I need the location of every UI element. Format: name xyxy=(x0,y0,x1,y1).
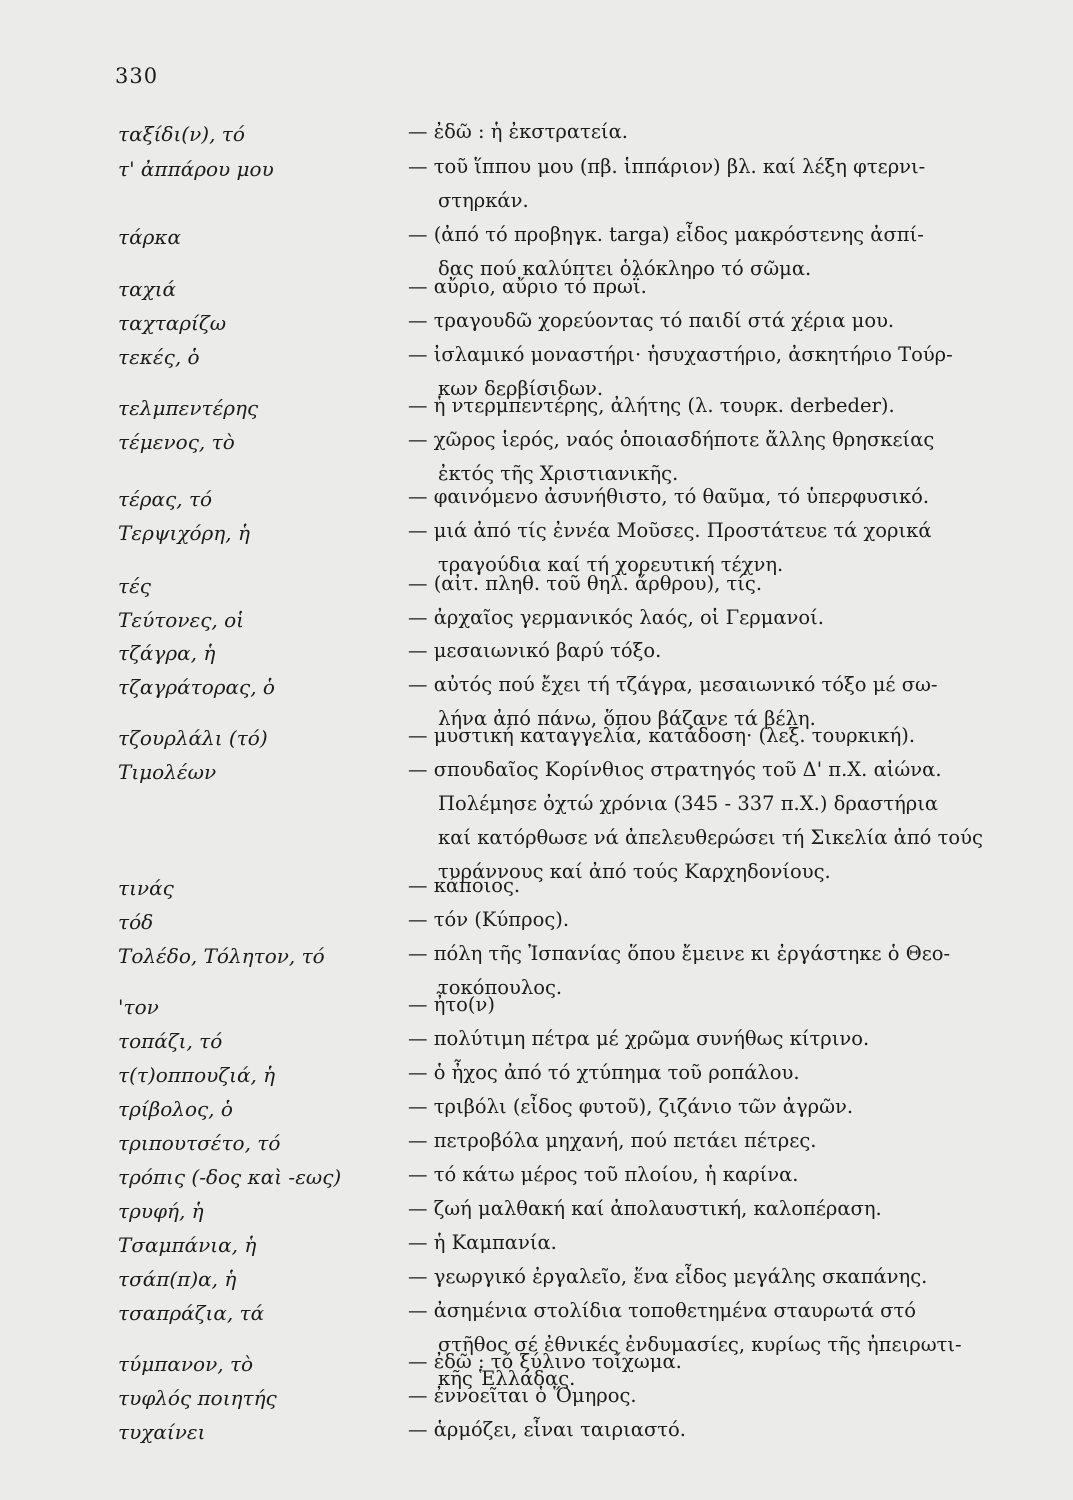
entry-term: τινάς xyxy=(118,876,174,900)
entry-definition xyxy=(408,1379,978,1413)
entry-definition xyxy=(408,601,978,635)
entry-definition xyxy=(408,719,978,753)
definition-line: — χῶρος ἱερός, ναός ὁποιασδήποτε ἄλλης θρησκείας xyxy=(408,428,935,451)
entry-term: τ(τ)οππουζιά, ἡ xyxy=(118,1063,276,1087)
definition-line: — αὔριο, αὔριο τό πρωΐ. xyxy=(408,275,647,298)
definition-line: στηρκάν. xyxy=(438,189,529,212)
definition-line: τραγούδια καί τή χορευτική τέχνη. xyxy=(438,553,784,576)
definition-line: Πολέμησε ὀχτώ χρόνια (345 - 337 π.Χ.) δραστήρια xyxy=(438,792,939,815)
entry-definition xyxy=(408,480,978,514)
entry-term: τύμπανον, τὸ xyxy=(118,1352,254,1376)
entry-term: τέμενος, τὸ xyxy=(118,430,235,454)
definition-line: — ζωή μαλθακή καί ἀπολαυστική, καλοπέραση. xyxy=(408,1197,882,1220)
definition-line: κῆς Ἑλλάδας. xyxy=(438,1367,576,1390)
entry-definition xyxy=(408,567,978,601)
definition-line: — σπουδαῖος Κορίνθιος στρατηγός τοῦ Δ' π.Χ. αἰώνα. xyxy=(408,758,942,781)
entry-term: τσαπράζια, τά xyxy=(118,1301,265,1325)
definition-line: — κάποιος. xyxy=(408,874,521,897)
entry-term: τυφλός ποιητής xyxy=(118,1386,277,1410)
entry-term: τές xyxy=(118,574,151,598)
definition-line: — ἰσλαμικό μοναστήρι· ἡσυχαστήριο, ἀσκητήριο Τούρ- xyxy=(408,343,953,366)
definition-line: — ἦτο(ν) xyxy=(408,993,495,1016)
entry-definition xyxy=(408,115,978,149)
definition-line: — ἡ ντερμπεντέρης, ἀλήτης (λ. τουρκ. derbeder). xyxy=(408,394,895,417)
entry-term: τσάπ(π)α, ἡ xyxy=(118,1267,237,1291)
definition-line: — αὐτός πού ἔχει τή τζάγρα, μεσαιωνικό τόξο μέ σω- xyxy=(408,673,938,696)
entry-definition xyxy=(408,1226,978,1260)
page-number: 330 xyxy=(115,64,159,88)
entry-definition xyxy=(408,1260,978,1294)
definition-line: — τραγουδῶ χορεύοντας τό παιδί στά χέρια μου. xyxy=(408,309,895,332)
definition-line: — ἀσημένια στολίδια τοποθετημένα σταυρωτά στό xyxy=(408,1299,916,1322)
entry-term: τεκές, ὁ xyxy=(118,345,200,369)
entry-definition xyxy=(408,270,978,304)
entry-definition xyxy=(408,1022,978,1056)
definition-line: — ἡ Καμπανία. xyxy=(408,1231,557,1254)
entry-definition xyxy=(408,304,978,338)
definition-line: — γεωργικό ἐργαλεῖο, ἕνα εἶδος μεγάλης σκαπάνης. xyxy=(408,1265,928,1288)
entry-definition xyxy=(408,1124,978,1158)
definition-line: — ὁ ἦχος ἀπό τό χτύπημα τοῦ ροπάλου. xyxy=(408,1061,800,1084)
entry-term: τριπουτσέτο, τό xyxy=(118,1131,281,1155)
entry-term: τοπάζι, τό xyxy=(118,1029,223,1053)
entry-definition xyxy=(408,1192,978,1226)
entry-term: τζουρλάλι (τό) xyxy=(118,726,268,750)
definition-line: — (ἀπό τό προβηγκ. targa) εἶδος μακρόστενης ἀσπί- xyxy=(408,223,924,246)
entry-term: τρόπις (-δος καὶ -εως) xyxy=(118,1165,342,1189)
entry-definition xyxy=(408,1090,978,1124)
entry-term: τρίβολος, ὁ xyxy=(118,1097,233,1121)
definition-line: — ἀρχαῖος γερμανικός λαός, οἱ Γερμανοί. xyxy=(408,606,824,629)
definition-line: — πετροβόλα μηχανή, πού πετάει πέτρες. xyxy=(408,1129,817,1152)
definition-line: — φαινόμενο ἀσυνήθιστο, τό θαῦμα, τό ὑπερφυσικό. xyxy=(408,485,930,508)
entry-term: τυχαίνει xyxy=(118,1420,206,1444)
definition-line: — μιά ἀπό τίς ἐννέα Μοῦσες. Προστάτευε τά χορικά xyxy=(408,519,932,542)
definition-line: λήνα ἀπό πάνω, ὅπου βάζανε τά βέλη. xyxy=(438,707,816,730)
entry-term: τάρκα xyxy=(118,225,181,249)
definition-line: — μυστική καταγγελία, κατάδοση· (λεξ. τουρκική). xyxy=(408,724,916,747)
entry-term: ταχιά xyxy=(118,277,177,301)
entry-term: τέρας, τό xyxy=(118,487,213,511)
entry-term: τρυφή, ἡ xyxy=(118,1199,204,1223)
definition-line: ἐκτός τῆς Χριστιανικῆς. xyxy=(438,462,679,485)
entry-term: τζαγράτορας, ὁ xyxy=(118,675,275,699)
definition-line: — μεσαιωνικό βαρύ τόξο. xyxy=(408,639,662,662)
entry-term: Τσαμπάνια, ἡ xyxy=(118,1233,257,1257)
entry-definition xyxy=(408,634,978,668)
definition-line: καί κατόρθωσε νά ἀπελευθερώσει τή Σικελία ἀπό τούς xyxy=(438,826,983,849)
definition-line: — τοῦ ἵππου μου (πβ. ἱππάριον) βλ. καί λέξη φτερνι- xyxy=(408,155,926,178)
definition-line: — ἐδῶ : τό ξύλινο τοίχωμα. xyxy=(408,1350,682,1373)
entry-term: τ' ἀππάρου μου xyxy=(118,157,274,181)
entry-definition xyxy=(408,1158,978,1192)
entry-term: Τιμολέων xyxy=(118,760,217,784)
entry-term: Τολέδο, Τόλητον, τό xyxy=(118,944,325,968)
entry-term: τόδ xyxy=(118,910,154,934)
entry-term: Τερψιχόρη, ἡ xyxy=(118,521,250,545)
definition-line: στῆθος σέ ἐθνικές ἐνδυμασίες, κυρίως τῆς ἠπειρωτι- xyxy=(438,1333,962,1356)
definition-line: — τό κάτω μέρος τοῦ πλοίου, ἡ καρίνα. xyxy=(408,1163,799,1186)
definition-line: — πολύτιμη πέτρα μέ χρῶμα συνήθως κίτρινο. xyxy=(408,1027,870,1050)
definition-line: — ἐδῶ : ἡ ἐκστρατεία. xyxy=(408,120,628,143)
definition-line: — ἁρμόζει, εἶναι ταιριαστό. xyxy=(408,1418,686,1441)
entry-definition xyxy=(408,869,978,903)
definition-line: — (αἰτ. πληθ. τοῦ θηλ. ἄρθρου), τίς. xyxy=(408,572,763,595)
entry-definition xyxy=(408,389,978,423)
definition-line: τοκόπουλος. xyxy=(438,976,563,999)
entry-term: ταχταρίζω xyxy=(118,311,227,335)
definition-line: — τόν (Κύπρος). xyxy=(408,908,570,931)
entry-definition xyxy=(408,1056,978,1090)
entry-term: Τεύτονες, οἱ xyxy=(118,608,245,632)
entry-definition xyxy=(408,150,978,218)
entry-term: τζάγρα, ἡ xyxy=(118,641,216,665)
entry-definition xyxy=(408,1413,978,1447)
entry-definition xyxy=(408,988,978,1022)
entry-definition xyxy=(408,903,978,937)
definition-line: δας πού καλύπτει ὁλόκληρο τό σῶμα. xyxy=(438,257,812,280)
definition-line: — ἐννοεῖται ὁ Ὅμηρος. xyxy=(408,1384,637,1407)
definition-line: κων δερβίσιδων. xyxy=(438,377,604,400)
entry-definition xyxy=(408,1345,978,1379)
definition-line: — πόλη τῆς Ἰσπανίας ὅπου ἔμεινε κι ἐργάστηκε ὁ Θεο- xyxy=(408,942,951,965)
definition-line: τυράννους καί ἀπό τούς Καρχηδονίους. xyxy=(438,860,831,883)
entry-term: τελμπεντέρης xyxy=(118,396,259,420)
entry-term: ταξίδι(ν), τό xyxy=(118,122,245,146)
definition-line: — τριβόλι (εἶδος φυτοῦ), ζιζάνιο τῶν ἀγρῶν. xyxy=(408,1095,854,1118)
entry-term: 'τον xyxy=(118,995,159,1019)
